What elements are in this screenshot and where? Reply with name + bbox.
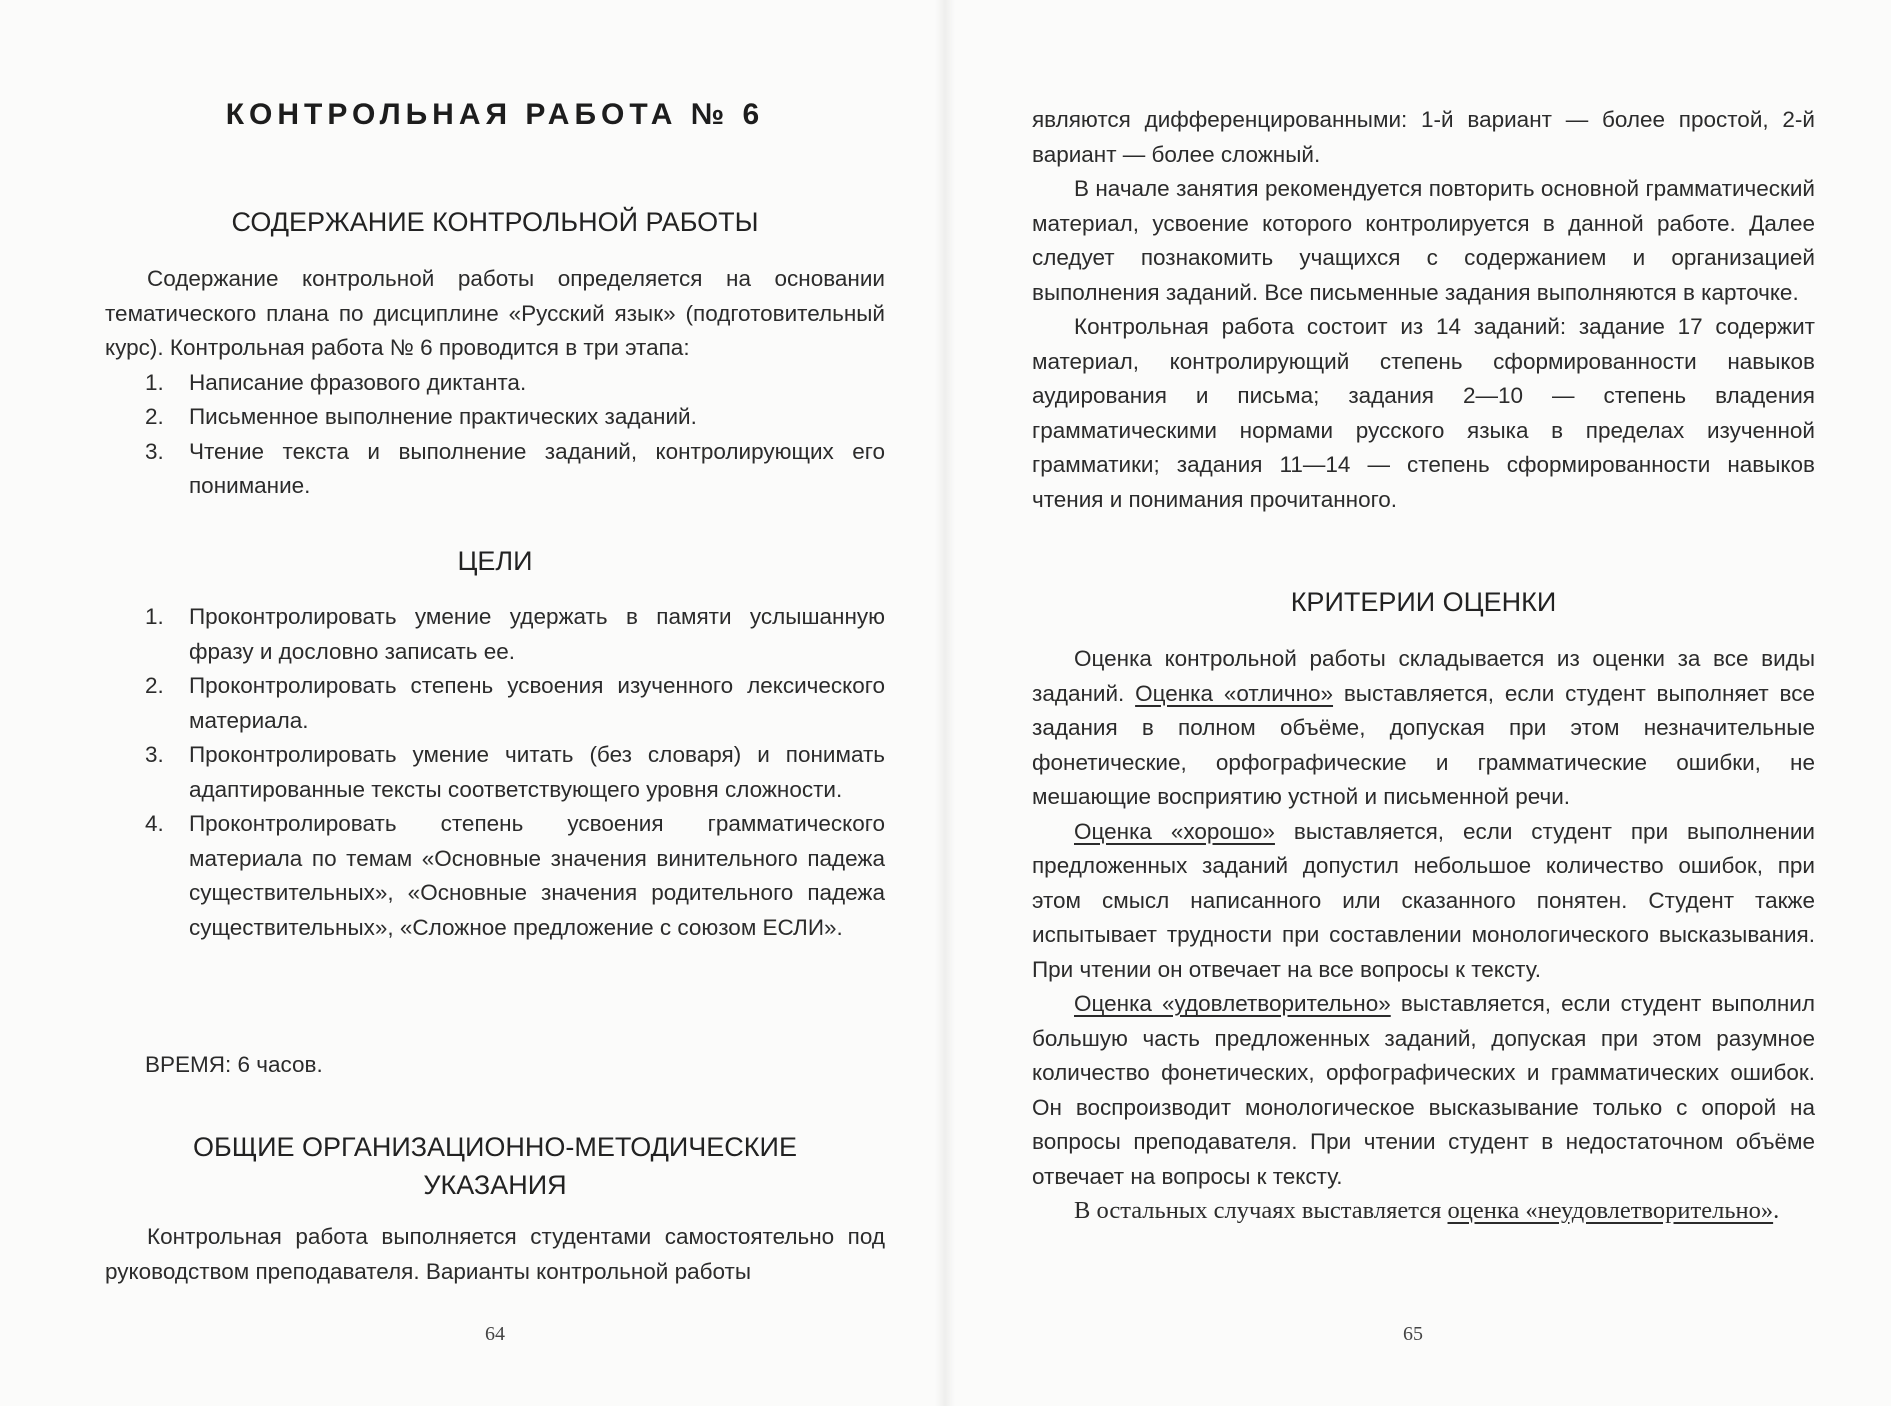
grade-satisfactory-text: выставляется, если студент выполнил большую часть предложенных заданий, допуская при этом разумное количество фонетических, орфографических и грамматических ошибок. Он воспроизводит монологическое высказывание только с опорой на вопросы преподавателя. При чтении студент в недостаточном объёме отвечает на вопросы к тексту. <box>1032 991 1816 1189</box>
list-text: Проконтролировать степень усвоения грамматического материала по темам «Основные значения винительного падежа существительных», «Основные значения родительного падежа существительных», «Сложное предложение с союзом ЕСЛИ». <box>189 811 885 940</box>
right-top-section <box>1032 103 1815 517</box>
list-item <box>145 807 885 945</box>
list-text: Письменное выполнение практических заданий. <box>189 404 697 429</box>
grade-excellent-text: выставляется, если студент выполняет все задания в полном объёме, допуская при этом незначительные фонетические, орфографические и грамматические ошибки, не мешающие восприятию устной и письменной речи. <box>1032 680 1815 809</box>
list-number: 4. <box>145 811 164 836</box>
grade-fail-pre: В остальных случаях выставляется <box>1074 1197 1442 1224</box>
list-item <box>145 600 885 669</box>
right-page <box>945 0 1891 1406</box>
list-text: Проконтролировать умение читать (без словаря) и понимать адаптированные тексты соответствующего уровня сложности. <box>189 742 885 802</box>
criteria-intro: Оценка контрольной работы складывается из оценки за все виды заданий. <box>1032 646 1815 706</box>
list-number: 3. <box>145 742 164 767</box>
grade-satisfactory-paragraph <box>1032 987 1815 1194</box>
criteria-heading: КРИТЕРИИ ОЦЕНКИ <box>1290 587 1557 617</box>
list-number: 2. <box>145 673 164 698</box>
goals-section <box>145 600 885 945</box>
content-section <box>105 262 885 504</box>
list-text: Проконтролировать умение удержать в памяти услышанную фразу и дословно записать ее. <box>189 604 885 664</box>
left-page <box>0 0 945 1406</box>
time-text: ВРЕМЯ: 6 часов. <box>145 1052 323 1077</box>
criteria-section <box>1032 642 1815 1229</box>
org-heading <box>105 1128 885 1204</box>
org-paragraph: Контрольная работа выполняется студентами самостоятельно под руководством преподавателя. Варианты контрольной работы <box>105 1224 885 1284</box>
page-title: КОНТРОЛЬНАЯ РАБОТА № 6 <box>225 98 765 131</box>
list-item <box>145 435 885 504</box>
content-paragraph: Содержание контрольной работы определяется на основании тематического плана по дисциплине «Русский язык» (подготовительный курс). Контрольная работа № 6 проводится в три этапа: <box>105 266 885 360</box>
list-item <box>145 669 885 738</box>
goals-list <box>145 600 885 945</box>
grade-good-paragraph <box>1032 815 1815 988</box>
page-number: 64 <box>485 1323 505 1345</box>
grade-satisfactory-label: Оценка «удовлетворительно» <box>1074 991 1391 1016</box>
stages-list <box>145 366 885 504</box>
list-number: 2. <box>145 404 164 429</box>
list-item <box>145 738 885 807</box>
content-heading: СОДЕРЖАНИЕ КОНТРОЛЬНОЙ РАБОТЫ <box>231 207 759 237</box>
list-text: Проконтролировать степень усвоения изученного лексического материала. <box>189 673 885 733</box>
grade-fail-label: оценка «неудовлетворительно» <box>1447 1197 1774 1224</box>
org-heading-line2: УКАЗАНИЯ <box>423 1170 567 1200</box>
list-text: Написание фразового диктанта. <box>189 369 527 395</box>
grade-good-label: Оценка «хорошо» <box>1074 818 1275 844</box>
page-number: 65 <box>1403 1323 1423 1345</box>
org-heading-line1: ОБЩИЕ ОРГАНИЗАЦИОННО-МЕТОДИЧЕСКИЕ <box>193 1132 797 1162</box>
criteria-paragraph <box>1032 642 1815 815</box>
list-number: 3. <box>145 438 164 464</box>
continuation-paragraph: являются дифференцированными: 1-й вариант — более простой, 2-й вариант — более сложный. <box>1032 107 1815 167</box>
grade-fail-post: . <box>1773 1197 1780 1224</box>
list-number: 1. <box>145 604 164 629</box>
list-item <box>145 366 885 401</box>
list-text: Чтение текста и выполнение заданий, контролирующих его понимание. <box>189 438 885 498</box>
grade-good-text: выставляется, если студент при выполнении предложенных заданий допустил небольшое количество ошибок, при этом смысл написанного или сказанного понятен. Студент также испытывает трудности при составлении монологического высказывания. При чтении он отвечает на все вопросы к тексту. <box>1032 818 1815 982</box>
grade-fail-paragraph <box>1032 1194 1815 1229</box>
list-number: 1. <box>145 369 164 395</box>
grade-excellent-label: Оценка «отлично» <box>1135 680 1334 706</box>
org-paragraph-section <box>105 1220 885 1289</box>
start-paragraph: В начале занятия рекомендуется повторить основной грамматический материал, усвоение которого контролируется в данной работе. Далее следует познакомить учащихся с содержанием и организацией выполнения заданий. Все письменные задания выполняются в карточке. <box>1032 176 1815 305</box>
goals-heading: ЦЕЛИ <box>457 546 533 576</box>
tasks-paragraph: Контрольная работа состоит из 14 заданий: задание 17 содержит материал, контролирующий степень сформированности навыков аудирования и письма; задания 2—10 — степень владения грамматическими нормами русского языка в пределах изученной грамматики; задания 11—14 — степень сформированности навыков чтения и понимания прочитанного. <box>1032 314 1815 512</box>
list-item <box>145 400 885 435</box>
